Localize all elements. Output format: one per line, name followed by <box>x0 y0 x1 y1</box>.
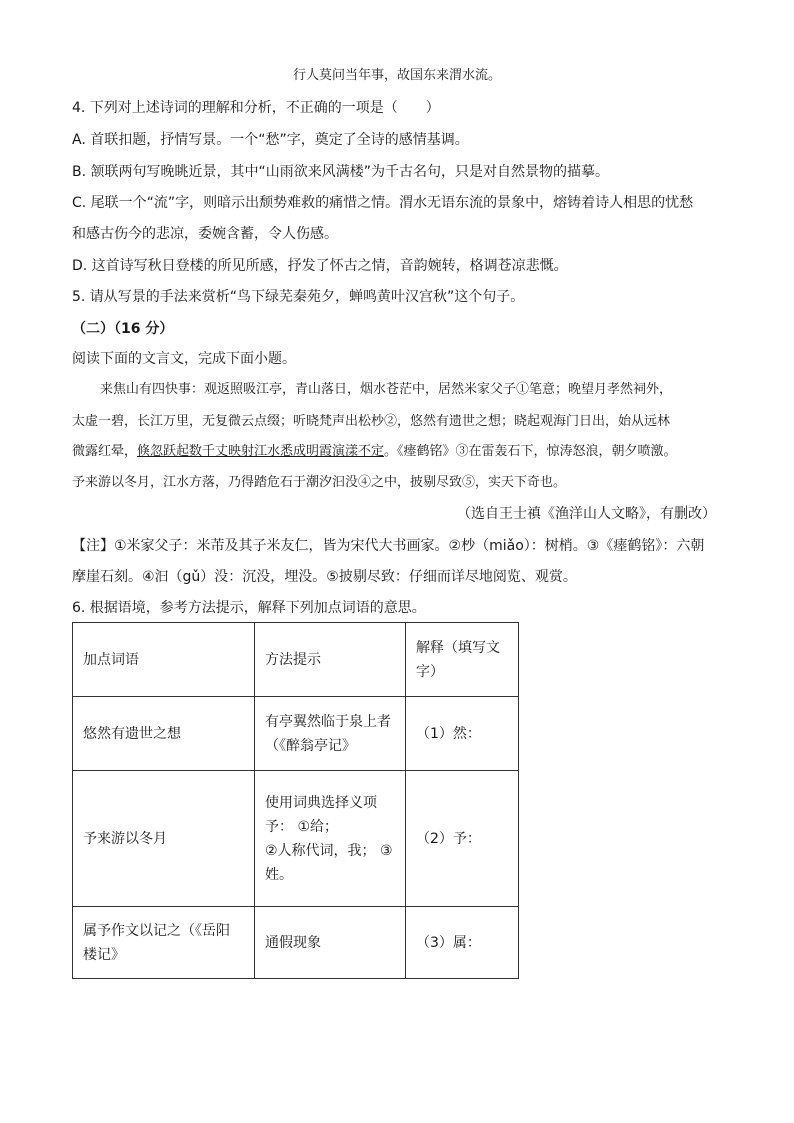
row2-answer: （2）予： <box>406 771 519 907</box>
row3-word-line1: 属予作文以记之（《岳阳 <box>83 922 230 939</box>
row1-answer: （1）然： <box>406 697 519 771</box>
table-header-row <box>73 623 519 697</box>
passage-line-3-start: 微露红晕， <box>72 444 138 459</box>
section-2-title: （二）（16 分） <box>72 321 174 337</box>
row2-method-line1: 使用词典选择义项 <box>265 794 377 811</box>
row1-method-line1: 有亭翼然临于泉上者 <box>265 713 391 730</box>
q4-stem: 4. 下列对上述诗词的理解和分析，不正确的一项是（ ） <box>72 100 440 116</box>
q6-stem: 6. 根据语境，参考方法提示，解释下列加点词语的意思。 <box>72 600 426 616</box>
row2-method <box>255 771 406 907</box>
header-explanation-line1: 解释（填写文 <box>416 639 500 656</box>
table-row <box>73 771 519 907</box>
note-line-1: 【注】①米家父子：米芾及其子米友仁，皆为宋代大书画家。②杪（miǎo）：树梢。③《瘗鹤铭》：六朝 <box>72 538 705 554</box>
table-row <box>73 907 519 979</box>
passage-line-3-end: 。《瘗鹤铭》③在雷轰石下，惊涛怒浪，朝夕喷激。 <box>384 444 677 459</box>
passage-source: （选自王士禛《渔洋山人文略》，有删改） <box>457 506 716 522</box>
passage-line-4: 予来游以冬月，江水方落，乃得踏危石于潮汐汩没④之中，披剔尽致⑤，实天下奇也。 <box>72 475 567 490</box>
row3-answer: （3）属： <box>406 907 519 979</box>
row1-word: 悠然有遗世之想 <box>73 697 255 771</box>
row3-word <box>73 907 255 979</box>
passage-line-1: 来焦山有四快事：观返照吸江亭，青山落日，烟水苍茫中，居然米家父子①笔意；晚望月孝然祠外， <box>100 382 673 397</box>
row3-word-line2: 楼记》 <box>83 946 125 963</box>
row2-word: 予来游以冬月 <box>73 771 255 907</box>
q4-option-b: B. 颔联两句写晚眺近景，其中“山雨欲来风满楼”为千古名句，只是对自然景物的描摹。 <box>72 164 610 180</box>
q4-option-d: D. 这首诗写秋日登楼的所见所感，抒发了怀古之情，音韵婉转，格调苍凉悲慨。 <box>72 258 568 274</box>
q4-option-c-line2: 和感古伤今的悲凉，委婉含蓄，令人伤感。 <box>72 226 338 242</box>
note-line-2: 摩崖石刻。④汩（gǔ）没：沉没，埋没。⑤披剔尽致：仔细而详尽地阅览、观赏。 <box>72 569 577 585</box>
passage-underlined-sentence: 倏忽跃起数千丈映射江水悉成明霞演漾不定 <box>137 444 385 459</box>
row2-method-line3: ②人称代词，我； ③ <box>265 842 393 859</box>
q4-option-a: A. 首联扣题，抒情写景。一个“愁”字，奠定了全诗的感情基调。 <box>72 132 469 148</box>
header-method: 方法提示 <box>255 623 406 697</box>
header-word: 加点词语 <box>73 623 255 697</box>
table-row <box>73 697 519 771</box>
vocab-table <box>72 622 519 979</box>
row2-method-line2: 予： ①给； <box>265 818 339 835</box>
passage-line-2: 太虚一碧，长江万里，无复微云点缀；听晓梵声出松杪②，悠然有遗世之想；晓起观海门日出，始从远林 <box>72 414 671 429</box>
q5-stem: 5. 请从写景的手法来赏析“鸟下绿芜秦苑夕，蝉鸣黄叶汉宫秋”这个句子。 <box>72 289 525 305</box>
row1-method <box>255 697 406 771</box>
reading-instruction: 阅读下面的文言文，完成下面小题。 <box>72 351 296 367</box>
row1-method-line2: （《醉翁亭记》 <box>265 737 356 754</box>
q4-option-c-line1: C. 尾联一个“流”字，则暗示出颓势难救的痛惜之情。渭水无语东流的景象中，熔铸着诗人相思的忧愁 <box>72 195 694 211</box>
passage-line-3 <box>72 442 677 462</box>
poem-last-line: 行人莫问当年事，故国东来渭水流。 <box>292 68 501 83</box>
row3-method: 通假现象 <box>255 907 406 979</box>
header-explanation-line2: 字） <box>416 663 444 680</box>
row2-method-line4: 姓。 <box>265 866 293 883</box>
header-explanation <box>406 623 519 697</box>
